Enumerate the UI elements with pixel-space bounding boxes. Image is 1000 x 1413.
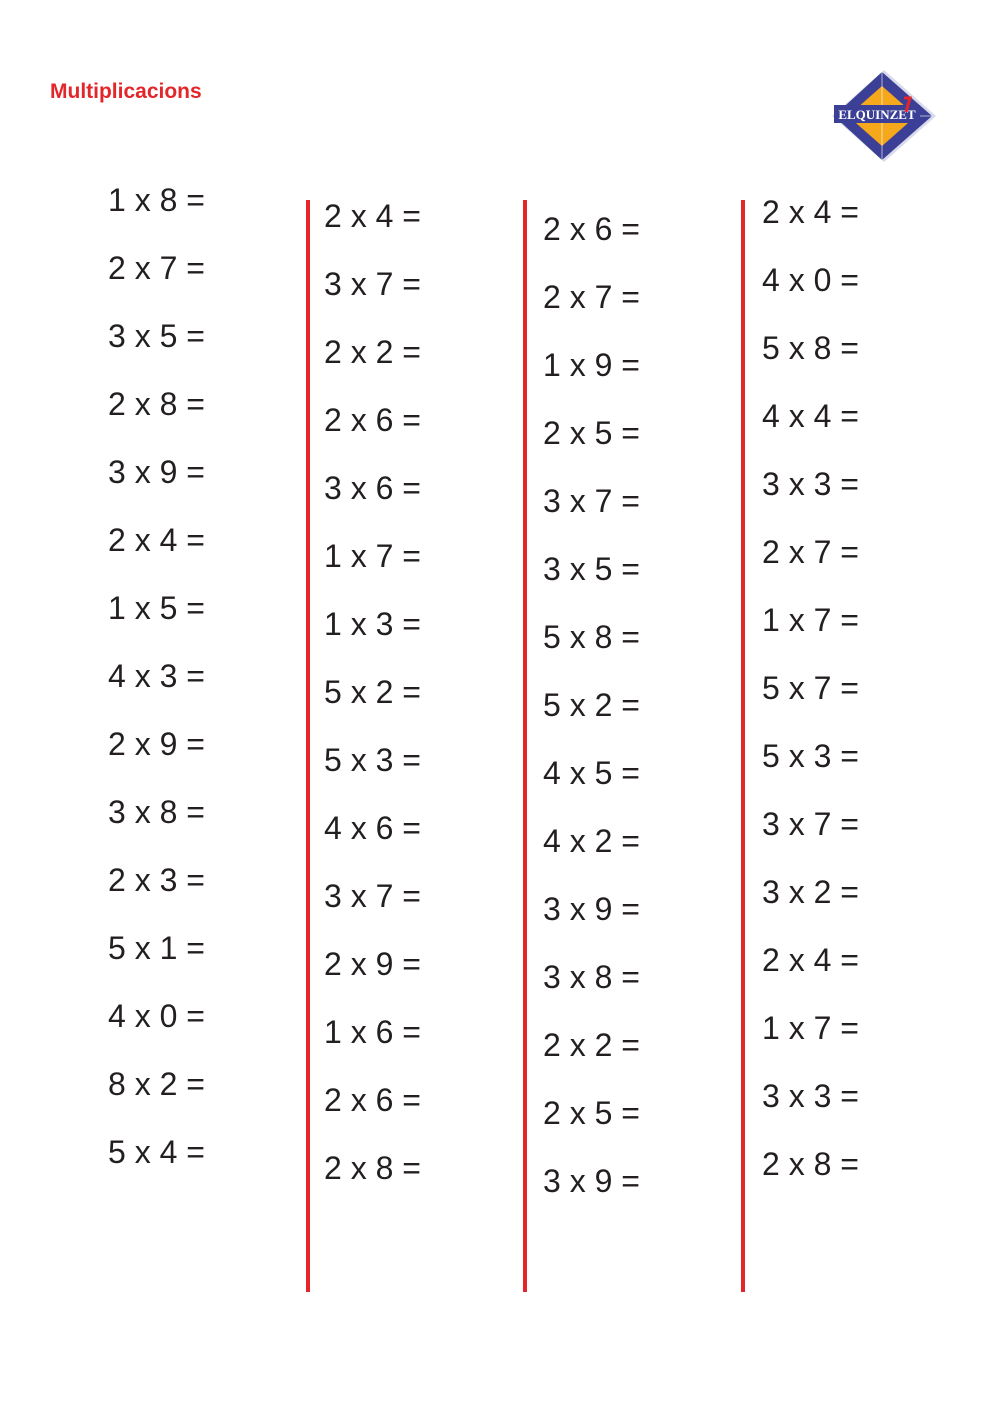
multiplication-exercise: 4 x 3 = (108, 658, 205, 694)
multiplication-exercise: 2 x 4 = (762, 194, 859, 230)
multiplication-exercise: 3 x 7 = (324, 266, 421, 302)
publisher-logo (826, 68, 940, 164)
multiplication-exercise: 4 x 5 = (543, 755, 640, 791)
multiplication-exercise: 5 x 3 = (762, 738, 859, 774)
multiplication-exercise: 2 x 8 = (108, 386, 205, 422)
multiplication-exercise: 2 x 2 = (324, 334, 421, 370)
exercise-column-3 (543, 195, 640, 1215)
multiplication-exercise: 2 x 4 = (108, 522, 205, 558)
multiplication-exercise: 3 x 5 = (543, 551, 640, 587)
multiplication-exercise: 2 x 6 = (324, 1082, 421, 1118)
multiplication-exercise: 3 x 6 = (324, 470, 421, 506)
multiplication-exercise: 8 x 2 = (108, 1066, 205, 1102)
exercise-column-4 (762, 178, 859, 1198)
multiplication-exercise: 2 x 9 = (108, 726, 205, 762)
multiplication-exercise: 5 x 7 = (762, 670, 859, 706)
multiplication-exercise: 5 x 1 = (108, 930, 205, 966)
logo-diamond-icon (826, 68, 940, 164)
column-divider (523, 200, 527, 1292)
multiplication-exercise: 2 x 9 = (324, 946, 421, 982)
multiplication-exercise: 3 x 5 = (108, 318, 205, 354)
multiplication-exercise: 3 x 9 = (543, 1163, 640, 1199)
multiplication-exercise: 2 x 2 = (543, 1027, 640, 1063)
multiplication-exercise: 5 x 3 = (324, 742, 421, 778)
multiplication-exercise: 2 x 4 = (324, 198, 421, 234)
multiplication-exercise: 3 x 3 = (762, 1078, 859, 1114)
multiplication-exercise: 3 x 7 = (762, 806, 859, 842)
multiplication-exercise: 5 x 4 = (108, 1134, 205, 1170)
multiplication-exercise: 3 x 3 = (762, 466, 859, 502)
multiplication-exercise: 2 x 6 = (324, 402, 421, 438)
multiplication-exercise: 1 x 9 = (543, 347, 640, 383)
multiplication-exercise: 5 x 2 = (324, 674, 421, 710)
multiplication-exercise: 3 x 8 = (543, 959, 640, 995)
multiplication-exercise: 1 x 7 = (762, 1010, 859, 1046)
multiplication-exercise: 4 x 2 = (543, 823, 640, 859)
multiplication-exercise: 3 x 2 = (762, 874, 859, 910)
multiplication-exercise: 4 x 4 = (762, 398, 859, 434)
multiplication-exercise: 1 x 5 = (108, 590, 205, 626)
multiplication-exercise: 2 x 7 = (108, 250, 205, 286)
multiplication-exercise: 1 x 7 = (324, 538, 421, 574)
column-divider (741, 200, 745, 1292)
multiplication-exercise: 2 x 7 = (543, 279, 640, 315)
multiplication-exercise: 1 x 3 = (324, 606, 421, 642)
multiplication-exercise: 4 x 0 = (762, 262, 859, 298)
multiplication-exercise: 5 x 2 = (543, 687, 640, 723)
multiplication-exercise: 2 x 8 = (324, 1150, 421, 1186)
exercise-column-2 (324, 182, 421, 1202)
multiplication-exercise: 2 x 6 = (543, 211, 640, 247)
multiplication-exercise: 3 x 8 = (108, 794, 205, 830)
multiplication-exercise: 2 x 5 = (543, 1095, 640, 1131)
multiplication-exercise: 2 x 7 = (762, 534, 859, 570)
multiplication-exercise: 2 x 4 = (762, 942, 859, 978)
column-divider (306, 200, 310, 1292)
multiplication-exercise: 4 x 0 = (108, 998, 205, 1034)
multiplication-exercise: 4 x 6 = (324, 810, 421, 846)
multiplication-exercise: 1 x 8 = (108, 182, 205, 218)
multiplication-exercise: 1 x 7 = (762, 602, 859, 638)
multiplication-exercise: 1 x 6 = (324, 1014, 421, 1050)
multiplication-exercise: 3 x 7 = (324, 878, 421, 914)
multiplication-exercise: 3 x 9 = (108, 454, 205, 490)
multiplication-exercise: 2 x 8 = (762, 1146, 859, 1182)
svg-text:ELQUINZET: ELQUINZET (838, 107, 916, 122)
multiplication-exercise: 2 x 5 = (543, 415, 640, 451)
multiplication-exercise: 3 x 9 = (543, 891, 640, 927)
page-title: Multiplicacions (50, 80, 202, 103)
multiplication-exercise: 5 x 8 = (762, 330, 859, 366)
multiplication-exercise: 5 x 8 = (543, 619, 640, 655)
multiplication-exercise: 3 x 7 = (543, 483, 640, 519)
multiplication-exercise: 2 x 3 = (108, 862, 205, 898)
exercise-column-1 (108, 166, 205, 1186)
